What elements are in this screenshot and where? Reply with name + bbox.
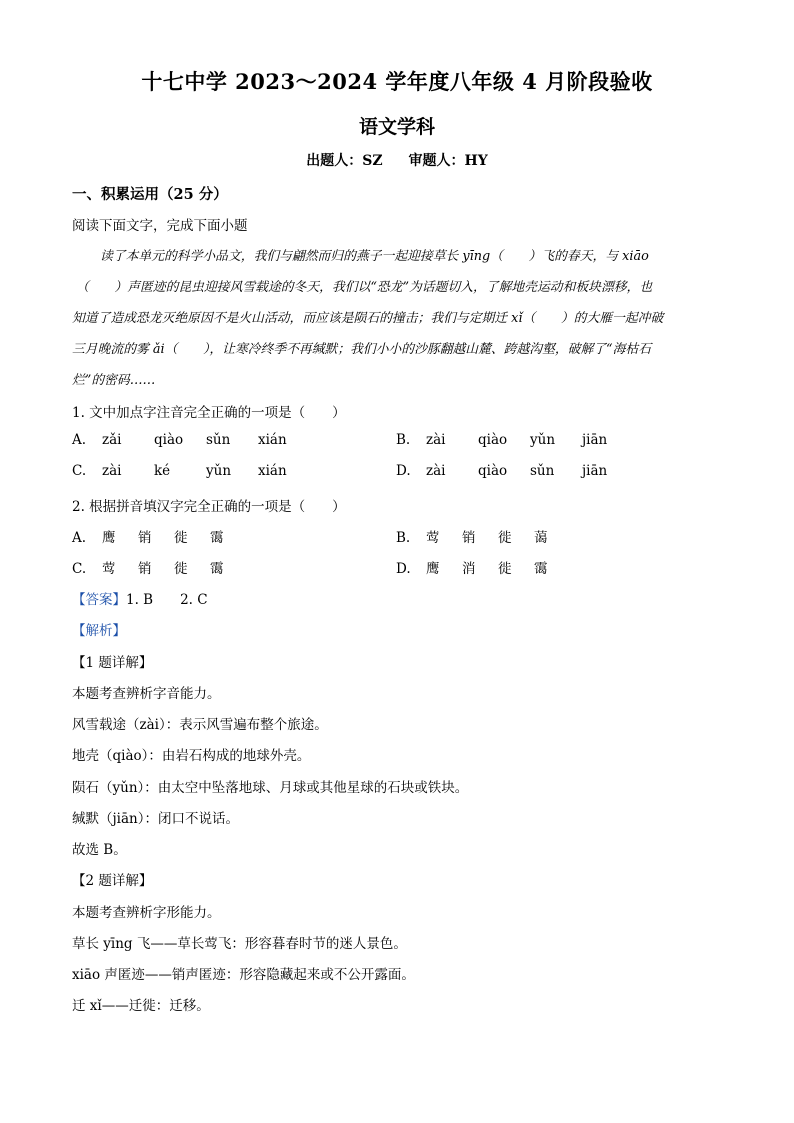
q2-option-a xyxy=(72,526,246,546)
analysis-line: 陨石（yǔn）：由太空中坠落地球、月球或其他星球的石块或铁块。 xyxy=(72,780,469,796)
option-item: 徙 xyxy=(174,561,188,577)
option-item: 霭 xyxy=(534,561,548,577)
option-label: C. xyxy=(72,463,87,479)
answer-label: 【答案】 xyxy=(72,592,126,608)
q2-option-d xyxy=(396,557,570,577)
option-item: sǔn xyxy=(206,432,231,448)
analysis-line: 缄默（jiān）：闭口不说话。 xyxy=(72,811,239,827)
analysis-line: 风雪载途（zài）：表示风雪遍布整个旅途。 xyxy=(72,717,328,733)
analysis-line: 草长 yīng 飞——草长莺飞：形容暮春时节的迷人景色。 xyxy=(72,936,407,952)
question-1-stem: 1. 文中加点字注音完全正确的一项是（ ） xyxy=(72,405,346,421)
q1-analysis-heading: 【1 题详解】 xyxy=(72,655,153,671)
passage-line: 读了本单元的科学小品文，我们与翩然而归的燕子一起迎接草长 yīng（ ）飞的春天，与 xiāo xyxy=(100,249,649,264)
author-label: 出题人：SZ xyxy=(306,153,383,169)
option-item: qiào xyxy=(478,432,508,448)
answer-text: 1. B 2. C xyxy=(126,592,208,608)
question-2-stem: 2. 根据拼音填汉字完全正确的一项是（ ） xyxy=(72,499,346,515)
option-item: qiào xyxy=(154,432,184,448)
option-item: xián xyxy=(258,432,287,448)
reviewer-label: 审题人：HY xyxy=(408,153,488,169)
option-item: sǔn xyxy=(530,463,555,479)
option-item: 鹰 xyxy=(426,561,440,577)
option-item: 霭 xyxy=(210,561,224,577)
analysis-line: 迁 xǐ——迁徙：迁移。 xyxy=(72,998,210,1014)
option-item: xián xyxy=(258,463,287,479)
option-item: 鹰 xyxy=(102,530,116,546)
q1-option-d xyxy=(396,463,622,479)
option-item: 销 xyxy=(138,530,152,546)
analysis-line: 本题考查辨析字音能力。 xyxy=(72,686,221,702)
option-item: yǔn xyxy=(530,432,556,448)
option-item: qiào xyxy=(478,463,508,479)
analysis-line: 故选 B。 xyxy=(72,842,127,858)
option-item: zài xyxy=(102,463,122,479)
option-item: zài xyxy=(426,432,446,448)
section-heading: 一、积累运用（25 分） xyxy=(72,186,228,203)
passage-line: 三月晚流的雾 ǎi（ ），让寒冷终季不再缄默；我们小小的沙豚翻越山麓、跨越沟壑，破解了“海枯石 xyxy=(72,342,651,357)
q1-option-a xyxy=(72,432,298,448)
q2-analysis-heading: 【2 题详解】 xyxy=(72,873,153,889)
answer-line xyxy=(72,588,208,608)
option-item: 徙 xyxy=(498,530,512,546)
option-item: 消 xyxy=(462,561,476,577)
option-item: 徙 xyxy=(498,561,512,577)
option-item: jiān xyxy=(582,432,608,448)
analysis-line: 地壳（qiào）：由岩石构成的地球外壳。 xyxy=(72,748,311,764)
option-item: yǔn xyxy=(206,463,232,479)
option-label: D. xyxy=(396,561,411,577)
option-item: 销 xyxy=(462,530,476,546)
option-label: B. xyxy=(396,530,411,546)
option-item: 莺 xyxy=(102,561,116,577)
passage-line: 烂”的密码…… xyxy=(72,373,156,388)
option-item: ké xyxy=(154,463,171,479)
passage-line: （ ）声匿迹的昆虫迎接风雪载途的冬天，我们以“恐龙”为话题切入，了解地壳运动和板块漂移，也 xyxy=(76,280,653,295)
option-item: 莺 xyxy=(426,530,440,546)
option-item: jiān xyxy=(582,463,608,479)
q2-option-c xyxy=(72,557,246,577)
option-label: B. xyxy=(396,432,411,448)
instruction-text: 阅读下面文字，完成下面小题 xyxy=(72,218,248,234)
exam-title: 十七中学 2023～2024 学年度八年级 4 月阶段验收 xyxy=(141,69,653,94)
option-label: D. xyxy=(396,463,411,479)
q1-option-c xyxy=(72,463,298,479)
option-label: A. xyxy=(72,530,87,546)
q2-option-b xyxy=(396,526,570,546)
analysis-line: xiāo 声匿迹——销声匿迹：形容隐藏起来或不公开露面。 xyxy=(72,967,415,983)
option-item: 霭 xyxy=(210,530,224,546)
analysis-label: 【解析】 xyxy=(72,623,126,639)
option-item: zǎi xyxy=(102,432,122,448)
option-item: 徙 xyxy=(174,530,188,546)
passage-line: 知道了造成恐龙灭绝原因不是火山活动，而应该是陨石的撞击；我们与定期迁 xǐ（ ）的大雁一起冲破 xyxy=(72,311,664,326)
option-item: 蔼 xyxy=(534,530,548,546)
analysis-line: 本题考查辨析字形能力。 xyxy=(72,905,221,921)
option-item: 销 xyxy=(138,561,152,577)
q1-option-b xyxy=(396,432,622,448)
option-label: A. xyxy=(72,432,87,448)
option-item: zài xyxy=(426,463,446,479)
option-label: C. xyxy=(72,561,87,577)
subject-title: 语文学科 xyxy=(358,116,435,138)
author-line xyxy=(0,150,794,170)
